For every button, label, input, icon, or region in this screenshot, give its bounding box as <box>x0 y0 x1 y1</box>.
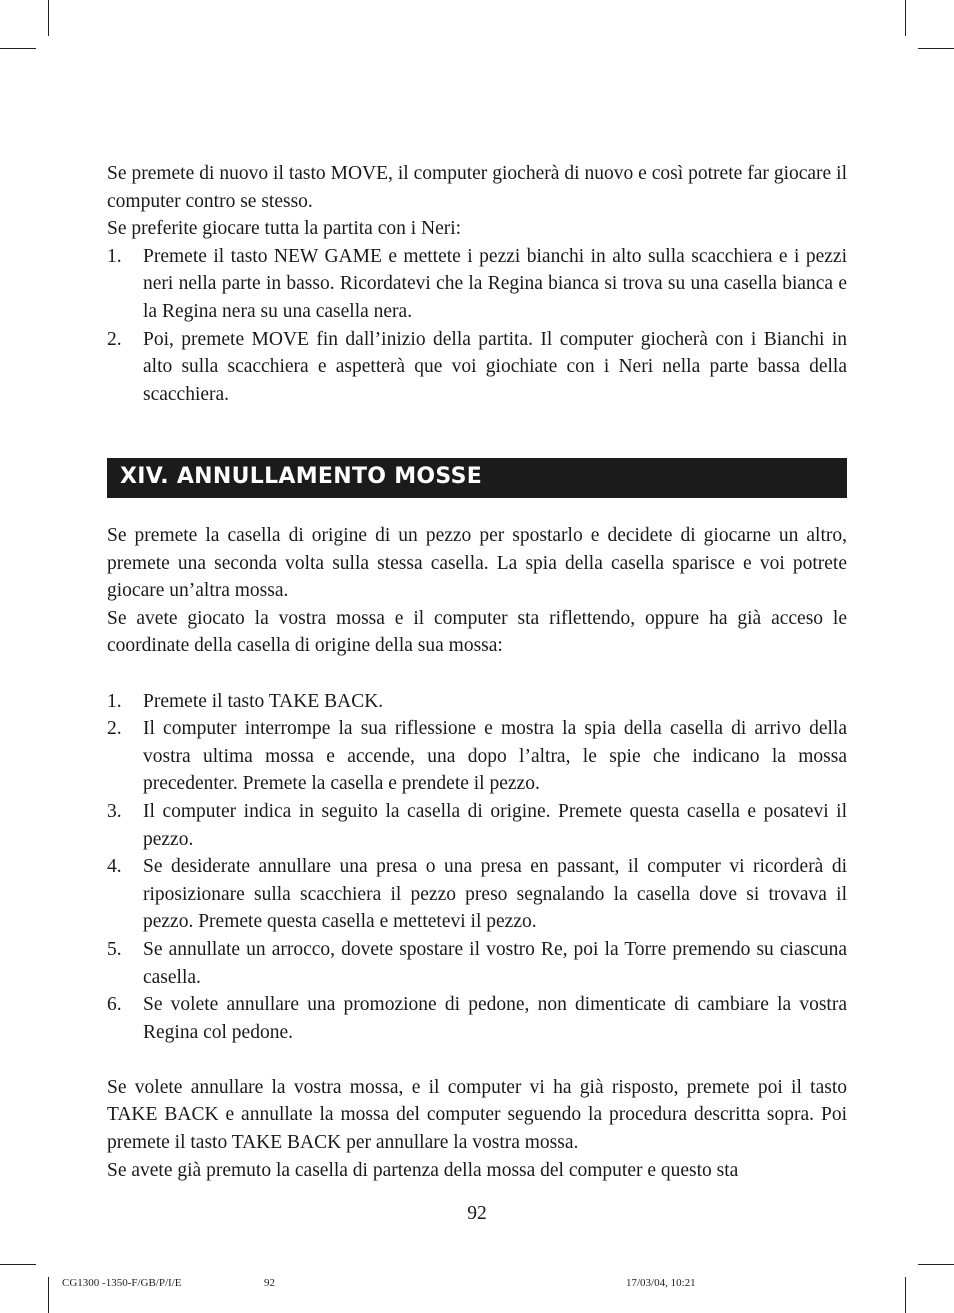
paragraph: Se avete giocato la vostra mossa e il computer sta riflettendo, oppure ha già acceso le coordinate della casella di origine della sua mossa: <box>107 607 847 657</box>
paragraph: Se premete di nuovo il tasto MOVE, il computer giocherà di nuovo e così potrete far giocare il computer contro se stesso. <box>107 163 847 212</box>
list-number: 3. <box>107 800 122 822</box>
section-2-body <box>107 522 847 1184</box>
section-1-body <box>107 160 847 408</box>
list-item <box>107 798 847 853</box>
crop-mark-bottom-right-horizontal <box>918 1264 954 1265</box>
list-item-text: Il computer interrompe la sua riflessione e mostra la spia della casella di arrivo della vostra ultima mossa e accende, una dopo l’altra, le spie che indicano la mossa precedenter. Premete la casella e prendete il pezzo. <box>143 718 847 795</box>
paragraph: Se volete annullare la vostra mossa, e il computer vi ha già risposto, premete poi il tasto TAKE BACK e annullate la mossa del computer seguendo la procedura descritta sopra. Poi premete il tasto TAKE BACK per annullare la vostra mossa. <box>107 1076 847 1154</box>
list-item <box>107 936 847 991</box>
list-number: 2. <box>107 328 122 350</box>
list-item-text: Premete il tasto TAKE BACK. <box>143 690 384 712</box>
list-number: 4. <box>107 856 122 878</box>
footer-page: 92 <box>264 1277 275 1289</box>
black-play-steps-list <box>107 243 847 409</box>
crop-mark-bottom-left-horizontal <box>0 1264 36 1265</box>
footer-datetime: 17/03/04, 10:21 <box>626 1277 696 1289</box>
list-item <box>107 715 847 798</box>
crop-mark-top-right-horizontal <box>918 48 954 49</box>
section-heading-title: XIV. ANNULLAMENTO MOSSE <box>120 464 483 489</box>
list-number: 6. <box>107 994 122 1016</box>
spacer <box>107 660 847 688</box>
list-item <box>107 688 847 716</box>
crop-mark-bottom-left-vertical <box>48 1277 49 1313</box>
crop-mark-top-left-vertical <box>48 0 49 36</box>
list-item-text: Se volete annullare una promozione di pedone, non dimenticate di cambiare la vostra Regina col pedone. <box>143 994 847 1043</box>
footer-code: CG1300 -1350-F/GB/P/I/E <box>62 1277 182 1289</box>
crop-mark-top-right-vertical <box>905 0 906 36</box>
section-heading-bar <box>107 458 847 498</box>
paragraph: Se avete già premuto la casella di partenza della mossa del computer e questo sta <box>107 1159 739 1181</box>
crop-mark-top-left-horizontal <box>0 48 36 49</box>
list-item-text: Il computer indica in seguito la casella di origine. Premete questa casella e posatevi il pezzo. <box>143 800 847 850</box>
paragraph: Se premete la casella di origine di un pezzo per spostarlo e decidete di giocarne un altro, premete una seconda volta sulla stessa casella. La spia della casella sparisce e voi potrete giocare un’altra mossa. <box>107 525 847 602</box>
list-item-text: Se annullate un arrocco, dovete spostare il vostro Re, poi la Torre premendo su ciascuna casella. <box>143 938 847 988</box>
list-number: 1. <box>107 245 122 267</box>
list-item-text: Se desiderate annullare una presa o una presa en passant, il computer vi ricorderà di riposizionare sulla scacchiera il pezzo preso segnalando la casella dove si trovava il pezzo. Premete questa casella e mettetevi il pezzo. <box>143 856 847 933</box>
crop-mark-bottom-right-vertical <box>905 1277 906 1313</box>
paragraph: Se preferite giocare tutta la partita con i Neri: <box>107 218 462 240</box>
take-back-steps-list <box>107 688 847 1047</box>
list-item <box>107 326 847 409</box>
list-item <box>107 243 847 326</box>
list-number: 1. <box>107 690 122 712</box>
list-number: 2. <box>107 718 122 740</box>
list-item <box>107 991 847 1046</box>
page-number: 92 <box>467 1203 487 1224</box>
spacer <box>107 1046 847 1074</box>
list-number: 5. <box>107 938 122 960</box>
list-item-text: Poi, premete MOVE fin dall’inizio della partita. Il computer giocherà con i Bianchi in alto sulla scacchiera e aspetterà que voi giochiate con i Neri nella parte bassa della scacchiera. <box>143 328 847 405</box>
list-item-text: Premete il tasto NEW GAME e mettete i pezzi bianchi in alto sulla scacchiera e i pezzi neri nella parte in basso. Ricordatevi che la Regina bianca si trova su una casella bianca e la Regina nera su una casella nera. <box>143 245 847 322</box>
list-item <box>107 853 847 936</box>
